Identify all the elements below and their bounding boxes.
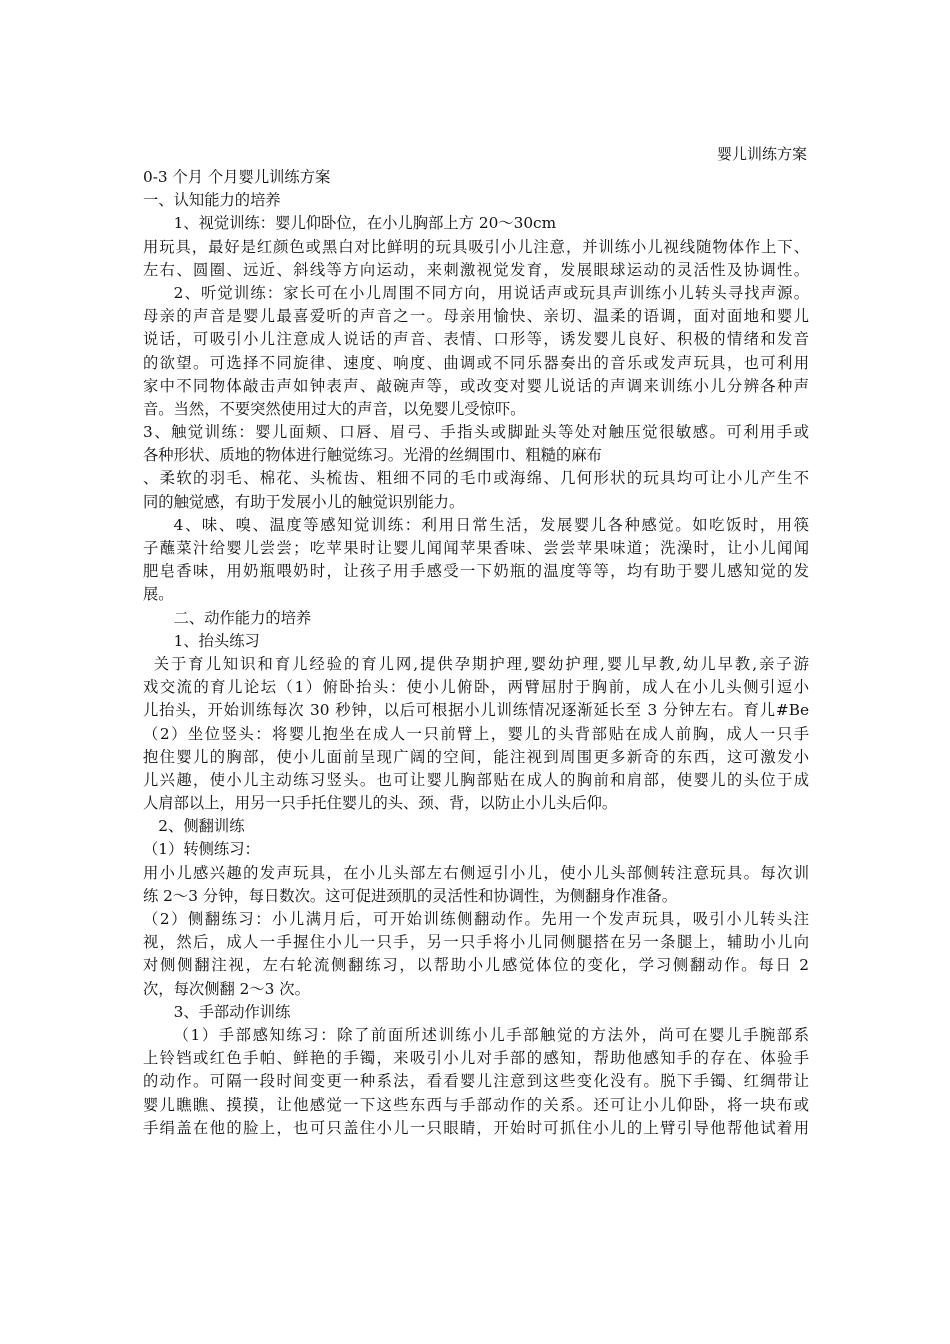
text-line: 母亲的声音是婴儿最喜爱听的声音之一。母亲用愉快、亲切、温柔的语调，面对面地和婴儿 [143,307,809,326]
text-line: 对侧侧翻注视，左右轮流侧翻练习，以帮助小儿感觉体位的变化，学习侧翻动作。每日 2 [143,956,809,975]
text-line: 左右、圆圈、远近、斜线等方向运动，来刺激视觉发育，发展眼球运动的灵活性及协调性。 [143,260,809,279]
text-line: 二、动作能力的培养 [173,608,312,627]
document-body [143,166,809,1140]
text-line: 婴儿瞧瞧、摸摸，让他感觉一下这些东西与手部动作的关系。还可让小儿仰卧，将一块布或 [143,1095,809,1114]
text-line: 的动作。可隔一段时间变更一种系法，看看婴儿注意到这些变化没有。脱下手镯、红绸带让 [143,1072,809,1091]
text-line: 4、味、嗅、温度等感知觉训练：利用日常生活，发展婴儿各种感觉。如吃饭时，用筷 [173,515,809,534]
text-line: 上铃铛或红色手帕、鲜艳的手镯，来吸引小儿对手部的感知，帮助他感知手的存在、体验手 [143,1049,809,1068]
text-line: （2）侧翻练习：小儿满月后，可开始训练侧翻动作。先用一个发声玩具，吸引小儿转头注 [143,910,809,928]
text-line: 1、抬头练习 [173,631,260,650]
text-line: 2、听觉训练：家长可在小儿周围不同方向，用说话声或玩具声训练小儿转头寻找声源。 [173,283,809,302]
text-line: 次，每次侧翻 2～3 次。 [143,979,310,998]
text-line: 肥皂香味，用奶瓶喂奶时，让孩子用手感受一下奶瓶的温度等等，均有助于婴儿感知觉的发 [143,562,809,581]
text-line: （2）坐位竖头：将婴儿抱坐在成人一只前臂上，婴儿的头背部贴在成人前胸，成人一只手 [143,724,809,743]
text-line: 0-3 个月 个月婴儿训练方案 [143,168,331,186]
text-line: 子蘸菜汁给婴儿尝尝；吃苹果时让婴儿闻闻苹果香味、尝尝苹果味道；洗澡时，让小儿闻闻 [143,539,809,557]
text-line: 视，然后，成人一手握住小儿一只手，另一只手将小儿同侧腿搭在另一条腿上，辅助小儿向 [143,933,809,952]
text-line: 展。 [143,585,174,604]
text-line: 手绢盖在他的脸上，也可只盖住小儿一只眼睛，开始时可抓住小儿的上臂引导他帮他试着用 [143,1118,809,1137]
text-line: 同的触觉感，有助于发展小儿的触觉识别能力。 [143,492,465,511]
text-line: 家中不同物体敲击声如钟表声、敲碗声等，或改变对婴儿说话的声调来训练小儿分辨各种声 [143,376,809,395]
text-line: （1）转侧练习： [143,840,260,859]
text-line: 人肩部以上，用另一只手托住婴儿的头、颈、背，以防止小儿头后仰。 [143,794,618,813]
text-line: 儿兴趣，使小儿主动练习竖头。也可让婴儿胸部贴在成人的胸前和肩部，使婴儿的头位于成 [143,770,809,789]
text-line: 戏交流的育儿论坛（1）俯卧抬头：使小儿俯卧，两臂屈肘于胸前，成人在小儿头侧引逗小 [143,678,809,697]
text-line: （1）手部感知练习：除了前面所述训练小儿手部触觉的方法外，尚可在婴儿手腕部系 [173,1025,809,1044]
text-line: 、柔软的羽毛、棉花、头梳齿、粗细不同的毛巾或海绵、几何形状的玩具均可让小儿产生不 [143,469,809,488]
text-line: 3、手部动作训练 [173,1002,291,1021]
text-line: 说话，可吸引小儿注意成人说话的声音、表情、口形等，诱发婴儿良好、积极的情绪和发音 [143,330,809,349]
text-line: 各种形状、质地的物体进行触觉练习。光滑的丝绸围巾、粗糙的麻布 [143,446,602,465]
text-line: 关于育儿知识和育儿经验的育儿网,提供孕期护理,婴幼护理,婴儿早教,幼儿早教,亲子游 [153,654,809,673]
text-line: 儿抬头，开始训练每次 30 秒钟，以后可根据小儿训练情况逐渐延长至 3 分钟左右。育儿#Be [143,701,809,720]
text-line: 的欲望。可选择不同旋律、速度、响度、曲调或不同乐器奏出的音乐或发声玩具，也可利用 [143,353,809,372]
page-header-title: 婴儿训练方案 [716,145,807,163]
text-line: 用小儿感兴趣的发声玩具，在小儿头部左右侧逗引小儿，使小儿头部侧转注意玩具。每次训 [143,863,809,882]
text-line: 一、认知能力的培养 [143,191,281,210]
text-line: 3、触觉训练：婴儿面颊、口唇、眉弓、手指头或脚趾头等处对触压觉很敏感。可利用手或 [143,423,809,442]
text-line: 抱住婴儿的胸部，使小儿面前呈现广阔的空间，能注视到周围更多新奇的东西，这可激发小 [143,747,809,766]
text-line: 1、视觉训练：婴儿仰卧位，在小儿胸部上方 20～30cm [173,214,557,233]
text-line: 用玩具，最好是红颜色或黑白对比鲜明的玩具吸引小儿注意，并训练小儿视线随物体作上下、 [143,237,809,256]
text-line: 2、侧翻训练 [158,817,245,836]
text-line: 练 2～3 分钟，每日数次。这可促进颈肌的灵活性和协调性，为侧翻身作准备。 [143,886,677,905]
text-line: 音。当然，不要突然使用过大的声音，以免婴儿受惊吓。 [143,399,526,418]
